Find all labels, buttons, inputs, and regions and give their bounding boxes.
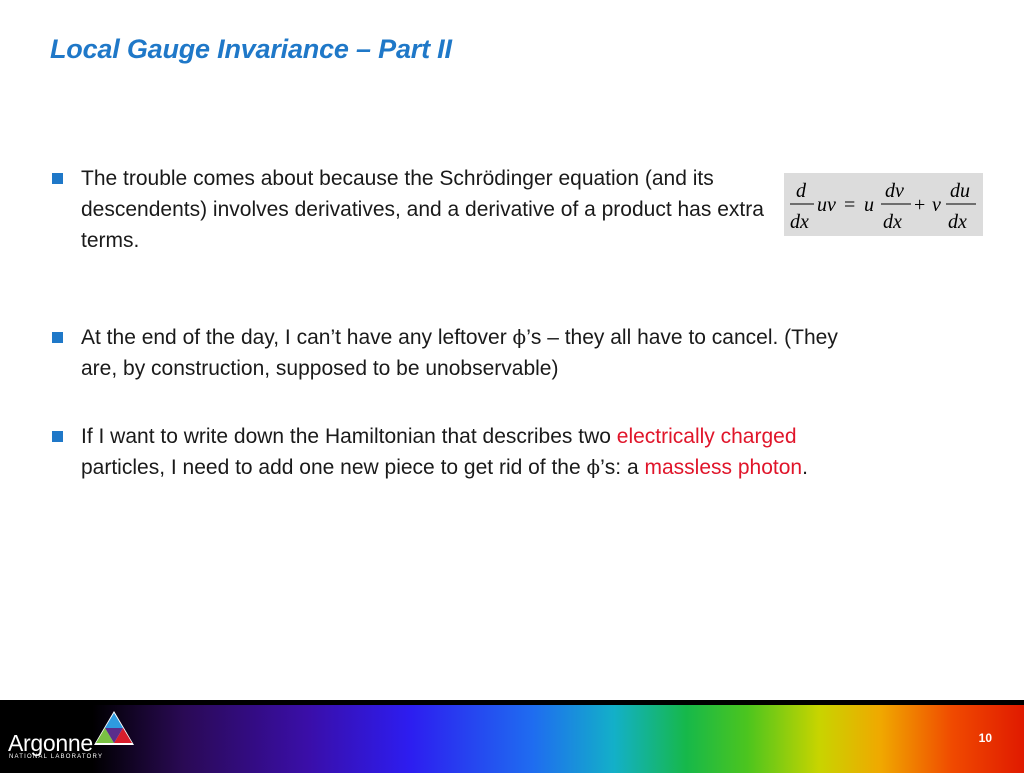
eq-frac1-den: dx [790,211,809,233]
eq-frac1-num: d [796,180,806,202]
slide-title: Local Gauge Invariance – Part II [50,34,452,64]
bullet-text-segment: particles, I need to add one new piece to get rid of the [81,456,587,479]
argonne-triangle-icon [94,711,134,745]
bullet-text-segment: ’s: a [600,456,645,479]
phi-symbol: ϕ [512,325,527,349]
bullet-text-segment: At the end of the day, I can’t have any leftover [81,326,513,349]
eq-frac3-num: du [950,180,970,202]
bullet-1-text [81,163,782,256]
eq-frac3-den: dx [948,211,967,233]
bullet-marker [52,431,63,442]
eq-u: u [864,194,874,216]
eq-frac2-den: dx [883,211,902,233]
bullet-text-segment: ’s – they all have to cancel. (They are, by construction, supposed to be unobservable) [81,326,838,380]
bullet-text-segment: If I want to write down the Hamiltonian that describes two [81,425,617,448]
eq-frac2-num: dv [885,180,904,202]
argonne-logo-text: Argonne [8,730,93,756]
bullet-text-segment: The trouble comes about because the Schrödinger equation (and its descendents) involves derivatives, and a derivative of a product has extra terms. [81,167,764,252]
eq-plus: + [914,194,926,216]
bullet-3-text [81,421,882,483]
product-rule-equation [784,173,983,236]
page-number: 10 [978,731,992,745]
eq-v: v [932,194,941,216]
bullet-2 [52,322,872,384]
bullet-1 [52,163,782,256]
eq-equals: = [844,194,856,216]
argonne-logo-subtext: NATIONAL LABORATORY [9,754,104,760]
bullet-3 [52,421,882,483]
bullet-text-segment: . [802,456,808,479]
eq-uv: uv [817,194,836,216]
bullet-marker [52,332,63,343]
highlight-text: massless photon [644,456,803,479]
bullet-marker [52,173,63,184]
bullet-2-text [81,322,872,384]
phi-symbol: ϕ [586,455,601,479]
highlight-text: electrically charged [616,425,797,448]
